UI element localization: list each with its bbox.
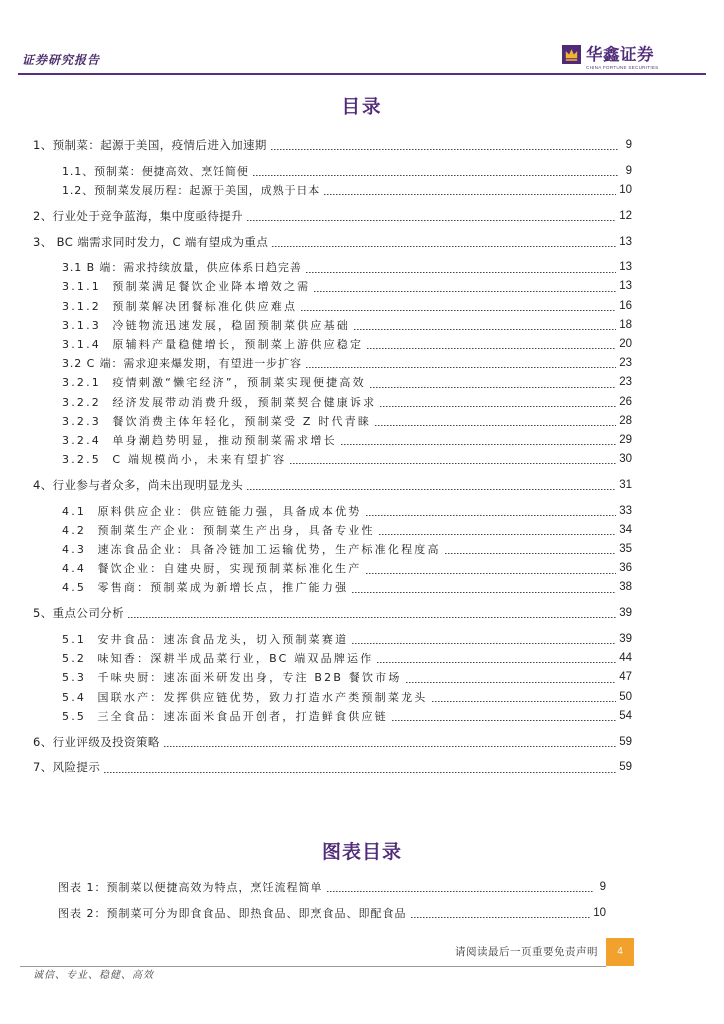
toc-subentries [33,502,632,598]
toc-entry-page: 38 [619,581,632,594]
dot-leader [392,720,616,721]
dot-leader [432,701,617,702]
dot-leader [380,406,616,407]
toc-entry-label: 2、行业处于竞争蓝海，集中度亟待提升 [33,208,244,223]
toc-entry-page: 20 [619,338,632,351]
dot-leader [366,573,617,574]
toc-entry-page: 23 [619,376,632,389]
figure-toc-label: 图表 1：预制菜以便捷高效为特点，烹饪流程简单 [58,880,323,894]
toc-subentry[interactable] [62,649,632,668]
toc-entry-page: 9 [625,138,632,151]
dot-leader [314,291,616,292]
toc-entry-page: 59 [619,735,632,748]
toc-entry-page: 13 [619,261,632,274]
toc-entry-page: 10 [619,183,632,196]
toc-entry-page: 39 [619,607,632,620]
toc-section [33,136,632,200]
toc-subentry[interactable] [62,450,632,469]
figure-toc-label: 图表 2：预制菜可分为即食食品、即热食品、即烹食品、即配食品 [58,906,407,920]
figure-toc-page: 10 [593,906,606,919]
toc-entry-page: 44 [619,652,632,665]
toc-entry-label: 3.1.3 冷链物流迅速发展，稳固预制菜供应基础 [62,318,350,332]
toc-entry-label: 4.4 餐饮企业：自建央厨，实现预制菜标准化生产 [62,562,362,576]
toc-subentry[interactable] [62,540,632,559]
dot-leader [327,891,594,892]
toc-entry-label: 5.4 国联水产：发挥供应链优势，致力打造水产类预制菜龙头 [62,690,428,704]
crown-logo-icon [562,45,581,64]
toc-subentry[interactable] [62,431,632,450]
figure-table-of-contents [58,878,606,923]
toc-entry-page: 18 [619,318,632,331]
toc-section [33,758,632,777]
dot-leader [375,425,616,426]
toc-subentry[interactable] [62,297,632,316]
toc-entry-label: 4.3 速冻食品企业：具备冷链加工运输优势，生产标准化程度高 [62,543,441,557]
toc-subentry[interactable] [62,707,632,726]
figure-toc-entry[interactable] [58,878,606,897]
toc-subentry[interactable] [62,688,632,707]
logo-name-en: CHINA FORTUNE SECURITIES [586,65,659,71]
dot-leader [104,772,616,773]
toc-entry-label: 4.1 原料供应企业：供应链能力强，具备成本优势 [62,504,362,518]
toc-entry-label: 3.1.2 预制菜解决团餐标准化供应难点 [62,299,298,313]
toc-entry-page: 13 [619,235,632,248]
toc-entry-label: 5、重点公司分析 [33,606,125,621]
toc-entry-label: 1、预制菜：起源于美国，疫情后进入加速期 [33,137,267,152]
toc-entry-label: 5.5 三全食品：速冻面米食品开创者，打造鲜食供应链 [62,709,388,723]
toc-entry-page: 47 [619,671,632,684]
dot-leader [290,463,616,464]
toc-subentries [33,258,632,469]
toc-title: 目录 [341,97,383,118]
dot-leader [306,367,616,368]
dot-leader [370,387,616,388]
toc-entry-label: 5.3 千味央厨：速冻面米研发出身，专注 B2B 餐饮市场 [62,671,402,685]
toc-entry-page: 16 [619,299,632,312]
toc-entry-label: 4.5 零售商：预制菜成为新增长点，推广能力强 [62,581,349,595]
dot-leader [306,272,616,273]
toc-entry-label: 5.1 安井食品：速冻食品龙头，切入预制菜赛道 [62,633,349,647]
toc-entry-label: 3.2.1 疫情刺激“懒宅经济”，预制菜实现便捷高效 [62,376,366,390]
toc-entry[interactable] [33,476,632,495]
toc-entry-page: 50 [619,690,632,703]
toc-entry-page: 26 [619,395,632,408]
toc-section [33,233,632,470]
toc-entry[interactable] [33,207,632,226]
header-divider [18,73,706,75]
toc-entry-page: 54 [619,709,632,722]
toc-subentry[interactable] [62,258,632,277]
toc-entry[interactable] [33,136,632,155]
toc-entry-page: 23 [619,357,632,370]
dot-leader [164,746,616,747]
figure-toc-title: 图表目录 [321,841,402,863]
toc-entry-label: 1.2、预制菜发展历程：起源于美国，成熟于日本 [62,183,321,197]
toc-subentry[interactable] [62,278,632,297]
dot-leader [352,643,616,644]
toc-entry-page: 36 [619,562,632,575]
footer-divider [20,966,606,967]
dot-leader [301,310,616,311]
toc-entry-page: 31 [619,478,632,491]
toc-entry[interactable] [33,233,632,252]
toc-subentry[interactable] [62,373,632,392]
toc-entry-page: 30 [619,453,632,466]
report-type-label: 证券研究报告 [22,53,101,67]
company-motto: 诚信、专业、稳健、高效 [33,970,154,981]
toc-subentry[interactable] [62,181,632,200]
toc-subentry[interactable] [62,668,632,687]
toc-entry[interactable] [33,604,632,623]
toc-entry-page: 33 [619,504,632,517]
toc-entry-label: 3.1.4 原辅料产量稳健增长，预制菜上游供应稳定 [62,338,364,352]
toc-entry-label: 3.2.4 单身潮趋势明显，推动预制菜需求增长 [62,433,337,447]
toc-subentry[interactable] [62,579,632,598]
figure-toc-entry[interactable] [58,904,606,923]
dot-leader [272,246,616,247]
dot-leader [406,682,617,683]
toc-subentry[interactable] [62,502,632,521]
dot-leader [377,662,616,663]
toc-entry-label: 1.1、预制菜：便捷高效、烹饪简便 [62,164,249,178]
toc-subentry[interactable] [62,521,632,540]
toc-subentry[interactable] [62,630,632,649]
toc-entry[interactable] [33,758,632,777]
dot-leader [128,617,616,618]
toc-entry-page: 28 [619,414,632,427]
toc-entry-page: 34 [619,523,632,536]
toc-entry-label: 3.1.1 预制菜满足餐饮企业降本增效之需 [62,280,311,294]
toc-entry-page: 29 [619,433,632,446]
table-of-contents [33,136,632,778]
dot-leader [379,534,617,535]
dot-leader [324,194,616,195]
dot-leader [247,489,616,490]
toc-section [33,476,632,598]
toc-entry-page: 39 [619,633,632,646]
toc-entry-label: 3.1 B 端：需求持续放量，供应体系日趋完善 [62,261,302,275]
logo-name-cn: 华鑫证券 [586,45,654,64]
toc-subentry[interactable] [62,316,632,335]
toc-section [33,604,632,726]
toc-subentries [33,162,632,200]
dot-leader [411,917,591,918]
toc-subentry[interactable] [62,354,632,373]
toc-entry-label: 3、 BC 端需求同时发力，C 端有望成为重点 [33,234,269,249]
toc-subentry[interactable] [62,335,632,354]
toc-entry-label: 4.2 预制菜生产企业：预制菜生产出身，具备专业性 [62,523,375,537]
toc-entry-page: 9 [625,164,632,177]
disclaimer-notice: 请阅读最后一页重要免责声明 [455,946,598,958]
toc-entry[interactable] [33,733,632,752]
toc-subentry[interactable] [62,162,632,181]
dot-leader [445,553,617,554]
toc-section [33,733,632,752]
dot-leader [247,220,616,221]
toc-entry-label: 7、风险提示 [33,760,101,775]
toc-entry-label: 3.2.5 C 端规模尚小，未来有望扩容 [62,453,287,467]
dot-leader [253,175,619,176]
toc-entry-page: 13 [619,280,632,293]
toc-entry-label: 3.2 C 端：需求迎来爆发期，有望进一步扩容 [62,357,302,371]
toc-subentry[interactable] [62,393,632,412]
toc-entry-label: 3.2.3 餐饮消费主体年轻化，预制菜受 Z 时代青睐 [62,414,372,428]
page-number-badge: 4 [606,938,634,966]
toc-entry-label: 5.2 味知香：深耕半成品菜行业，BC 端双品牌运作 [62,652,374,666]
toc-entry-page: 35 [619,543,632,556]
toc-subentry[interactable] [62,412,632,431]
toc-entry-label: 3.2.2 经济发展带动消费升级，预制菜契合健康诉求 [62,395,377,409]
toc-subentries [33,630,632,726]
toc-entry-label: 4、行业参与者众多，尚未出现明显龙头 [33,477,244,492]
toc-section [33,207,632,226]
toc-subentry[interactable] [62,559,632,578]
dot-leader [271,149,619,150]
company-logo [562,44,662,72]
toc-entry-label: 6、行业评级及投资策略 [33,734,160,749]
dot-leader [366,515,617,516]
dot-leader [352,592,616,593]
dot-leader [354,329,616,330]
toc-entry-page: 59 [619,761,632,774]
dot-leader [367,348,616,349]
toc-entry-page: 12 [619,209,632,222]
dot-leader [341,444,616,445]
figure-toc-page: 9 [599,880,606,893]
